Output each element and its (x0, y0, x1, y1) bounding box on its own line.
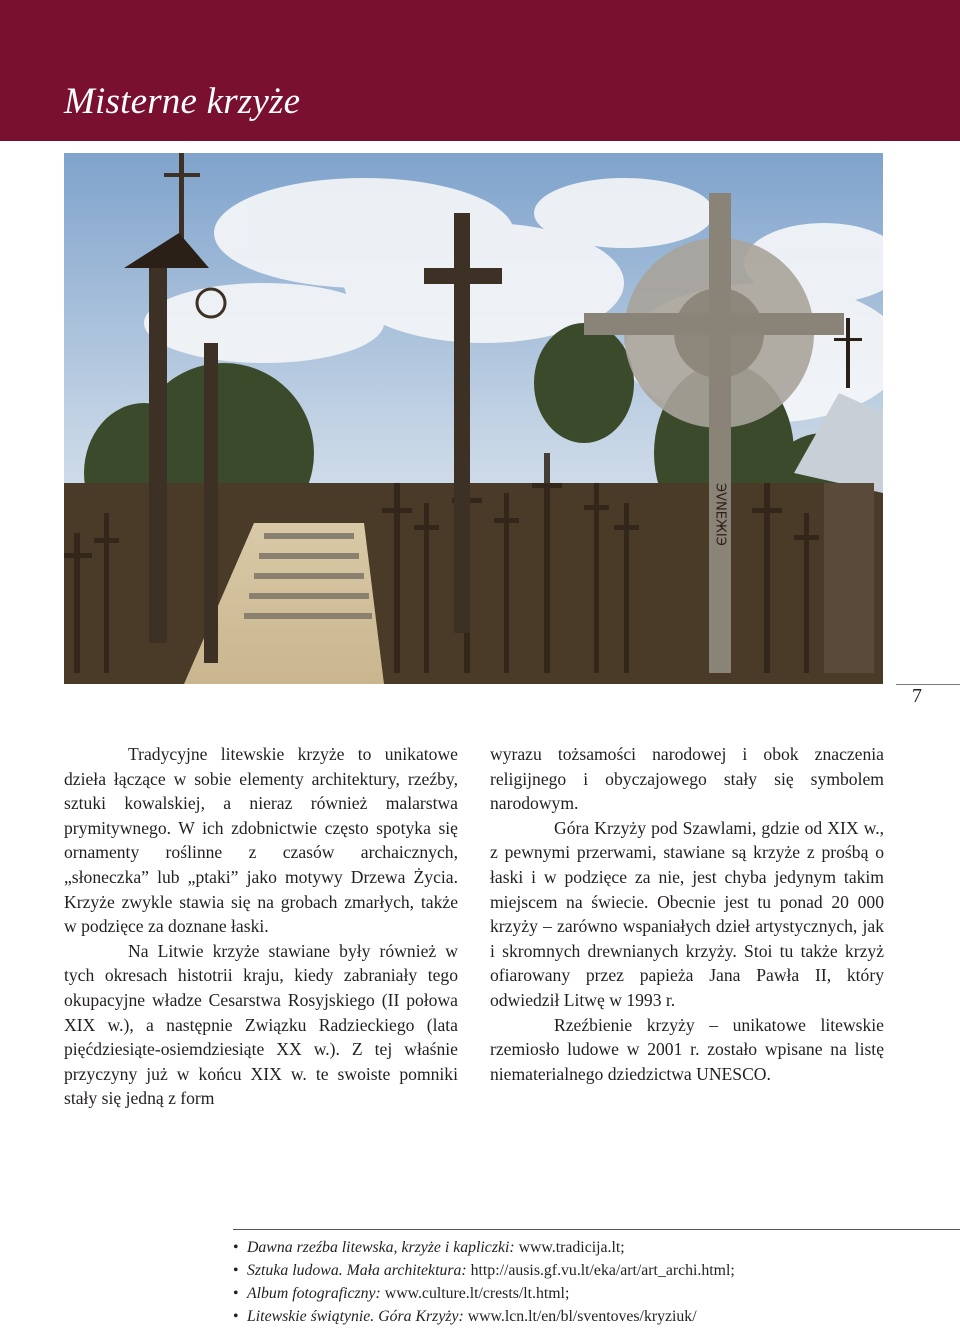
reference-title: Album fotograficzny: (247, 1285, 381, 1302)
page-number-rule (896, 684, 960, 685)
references-rule (233, 1229, 960, 1230)
paragraph: Tradycyjne litewskie krzyże to unikatowe dzieła łączące w sobie elementy architektury, rzeźby, sztuki kowalskiej, a nieraz również malarstwa prymitywnego. W ich zdobnictwie często spotyka się ornamenty roślinne z czasów archaicznych, „słoneczka” lub „ptaki” jako motywy Drzewa Życia. Krzyże zwykle stawia się na grobach zmarłych, także w podzięce za doznane łaski. (64, 744, 458, 937)
references-box (233, 1229, 960, 1327)
left-text-column (64, 742, 458, 1111)
reference-title: Dawna rzeźba litewska, krzyże i kapliczki: (247, 1239, 515, 1256)
page-number: 7 (912, 685, 922, 707)
bullet: • (233, 1262, 239, 1279)
page-title: Misterne krzyże (64, 81, 301, 122)
bullet: • (233, 1308, 239, 1325)
paragraph: wyrazu tożsamości narodowej i obok znaczenia religijnego i obyczajowego stały się symbolem narodowym. (490, 744, 884, 814)
paragraph: Góra Krzyży pod Szawlami, gdzie od XIX w., z pewnymi przerwami, stawiane są krzyże z prośbą o łaski i w podzięce za nie, jest chyba jedynym takim miejscem na świecie. Obecnie jest tu ponad 20 000 krzyży – zarówno wspaniałych dzieł artystycznych, jak i skromnych drewnianych krzyży. Stoi tu także krzyż ofiarowany przez papieża Jana Pawła II, który odwiedził Litwę w 1993 r. (490, 817, 884, 1010)
hill-of-crosses-photo (64, 153, 883, 684)
bullet: • (233, 1285, 239, 1302)
reference-link[interactable]: www.lcn.lt/en/bl/sventoves/kryziuk/ (467, 1308, 697, 1325)
reference-item (233, 1236, 735, 1259)
reference-item (233, 1282, 735, 1305)
photo-illustration (64, 153, 883, 684)
reference-link[interactable]: www.tradicija.lt; (518, 1239, 625, 1256)
right-text-column (490, 742, 884, 1086)
paragraph: Rzeźbienie krzyży – unikatowe litewskie rzemiosło ludowe w 2001 r. zostało wpisane na listę niematerialnego dziedzictwa UNESCO. (490, 1014, 884, 1084)
reference-link[interactable]: http://ausis.gf.vu.lt/eka/art/art_archi.html; (470, 1262, 735, 1279)
reference-title: Sztuka ludowa. Mała architektura: (247, 1262, 467, 1279)
references-list (233, 1236, 735, 1328)
reference-item (233, 1259, 735, 1282)
bullet: • (233, 1239, 239, 1256)
reference-link[interactable]: www.culture.lt/crests/lt.html; (384, 1285, 570, 1302)
reference-item (233, 1305, 735, 1328)
paragraph: Na Litwie krzyże stawiane były również w tych okresach histotrii kraju, kiedy zabraniały tego okupacyjne władze Cesarstwa Rosyjskiego (II połowa XIX w.), a następnie Związku Radzieckiego (lata pięćdziesiąte-osiemdziesiąte XX w.). Z tej właśnie przyczyny już w końcu XIX w. te swoiste pomniki stały się jedną z form (64, 940, 458, 1109)
reference-title: Litewskie świątynie. Góra Krzyży: (247, 1308, 464, 1325)
cross-inscription: ЭVNEЖIЭ (712, 483, 728, 546)
